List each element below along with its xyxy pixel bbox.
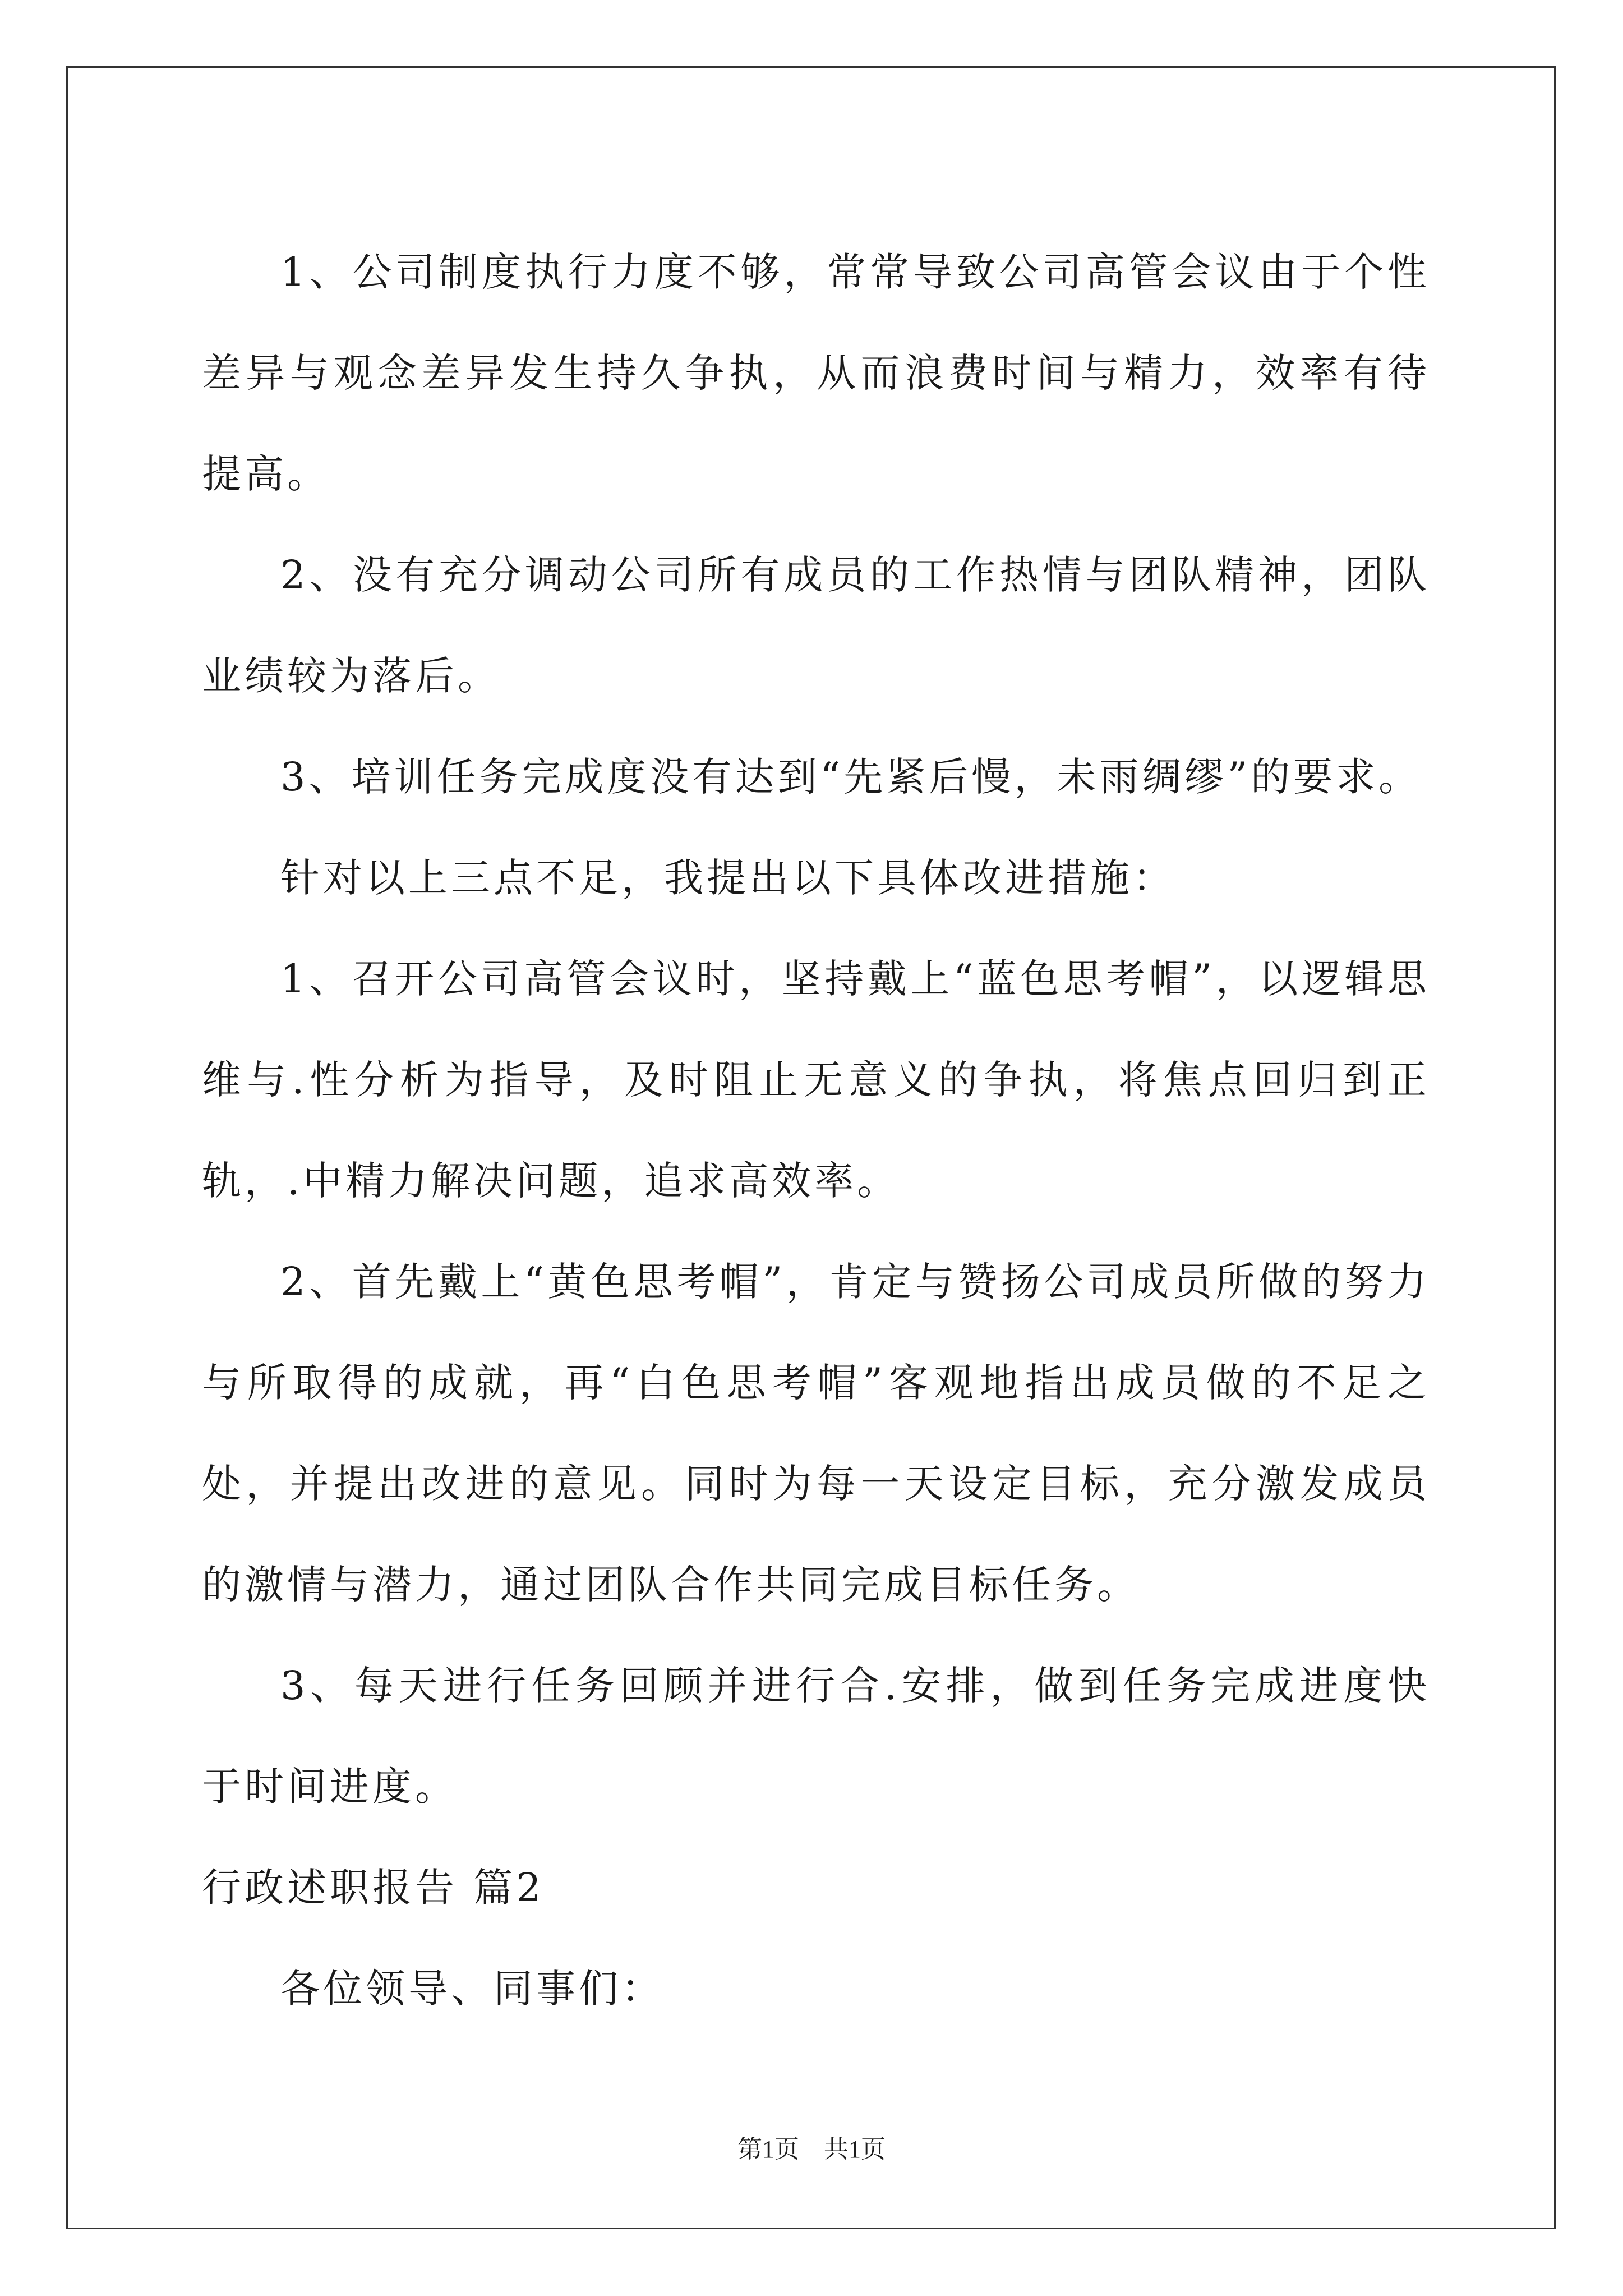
paragraph-5: 1、召开公司高管会议时，坚持戴上“蓝色思考帽”，以逻辑思维与.性分析为指导，及时阻止无意义的争执，将焦点回归到正轨，.中精力解决问题，追求高效率。 bbox=[202, 956, 1430, 1204]
page-number: 第1页 共1页 bbox=[737, 2136, 886, 2163]
paragraph-1: 1、公司制度执行力度不够，常常导致公司高管会议由于个性差异与观念差异发生持久争执，从而浪费时间与精力，效率有待提高。 bbox=[202, 249, 1430, 497]
paragraph-6: 2、首先戴上“黄色思考帽”，肯定与赞扬公司成员所做的努力与所取得的成就，再“白色思考帽”客观地指出成员做的不足之处，并提出改进的意见。同时为每一天设定目标，充分激发成员的激情与潜力，通过团队合作共同完成目标任务。 bbox=[202, 1259, 1430, 1608]
paragraph-7: 3、每天进行任务回顾并进行合.安排，做到任务完成进度快于时间进度。 bbox=[202, 1663, 1430, 1810]
paragraph-3: 3、培训任务完成度没有达到“先紧后慢，未雨绸缪”的要求。 bbox=[280, 754, 1422, 800]
paragraph-4: 针对以上三点不足，我提出以下具体改进措施： bbox=[280, 855, 1175, 901]
paragraph-2: 2、没有充分调动公司所有成员的工作热情与团队精神，团队业绩较为落后。 bbox=[202, 552, 1430, 699]
document-body bbox=[202, 222, 1430, 2039]
paragraph-greeting: 各位领导、同事们： bbox=[280, 1966, 664, 2012]
section-heading: 行政述职报告 篇2 bbox=[202, 1865, 545, 1911]
